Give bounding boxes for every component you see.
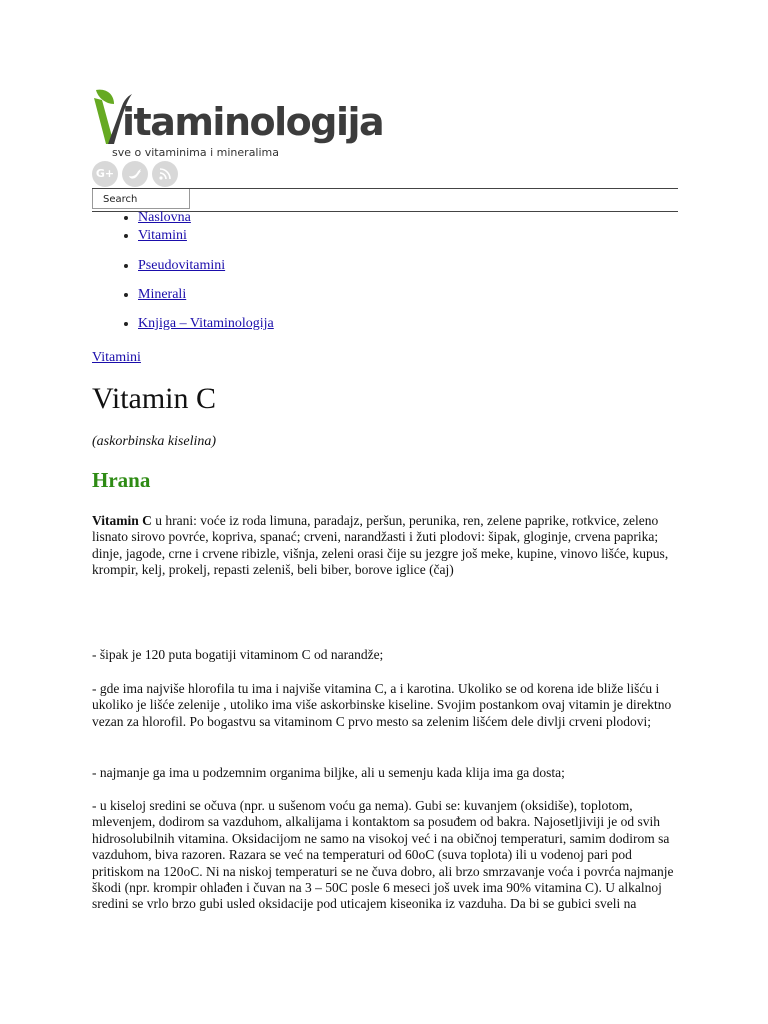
search-input[interactable] [93, 191, 193, 209]
paragraph-sipak: - šipak je 120 puta bogatiji vitaminom C od narandže; [92, 647, 384, 662]
logo-tagline: sve o vitaminima i mineralima [112, 146, 279, 159]
nav-item-minerali [138, 287, 186, 303]
breadcrumb-vitamini[interactable]: Vitamini [92, 350, 141, 365]
nav-link-minerali[interactable]: Minerali [138, 287, 187, 302]
rss-icon[interactable] [152, 161, 178, 187]
nav-item-knjiga [138, 316, 274, 332]
paragraph-food-sources [92, 513, 682, 579]
nav-link-knjiga[interactable]: Knjiga – Vitaminologija [138, 316, 274, 331]
page-subtitle: (askorbinska kiselina) [92, 434, 217, 449]
paragraph-kisela-sredina: - u kiseloj sredini se očuva (npr. u sušenom voću ga nema). Gubi se: kuvanjem (oksidiše), toplotom, mlevenjem, dodirom sa vazduhom, alkalijama i kontaktom sa posuđem od bakra. Najosetljiviji je od svih hidrosolubilnih vitamina. Oksidacijom ne samo na visokoj već i na običnoj temperaturi, samim dodirom sa vazduhom, biva razoren. Razara se već na temperaturi od 60oC (suva toplota) ili u vodenoj pari pod pritiskom na 120oC. Ni na niskoj temperaturi se ne čuva dobro, ali brzo smrzavanje voća i povrća najmanje škodi (npr. krompir ohlađen i čuvan na 3 – 50C posle 6 meseci još uvek ima 90% vitamina C). U alkalnoj sredini se vrlo brzo gubi usled oksidacije pod uticajem kiseonika iz vazduha. Da bi se gubici sveli na [92, 798, 674, 912]
page-title: Vitamin C [92, 382, 217, 415]
nav-item-pseudovitamini [138, 258, 225, 274]
social-links [92, 161, 182, 187]
nav-item-vitamini [138, 228, 187, 244]
nav-link-pseudovitamini[interactable]: Pseudovitamini [138, 258, 226, 273]
search-bar [92, 188, 678, 212]
logo-wordmark: itaminologija [122, 100, 384, 144]
twitter-icon[interactable] [122, 161, 148, 187]
search-box [92, 189, 190, 209]
paragraph-lead-bold: Vitamin C [92, 513, 152, 528]
google-plus-icon[interactable]: G+ [92, 161, 118, 187]
nav-item-naslovna [138, 210, 191, 226]
site-logo[interactable] [92, 88, 392, 158]
nav-link-vitamini[interactable]: Vitamini [138, 228, 187, 243]
paragraph-food-text: u hrani: voće iz roda limuna, paradajz, peršun, perunika, ren, zelene paprike, rotkvice, zeleno lisnato sirovo povrće, kopriva, spanać; crveni, narandžasti i žuti plodovi: šipak, gloginje, crvena paprika; dinje, jagode, crne i crvene ribizle, višnja, zeleni orasi čije su jezgre još meke, kupine, vinovo lišće, kupus, krompir, kelj, prokelj, repasti zeleniš, beli biber, borove iglice (čaj) [92, 513, 669, 578]
section-heading-hrana: Hrana [92, 468, 151, 492]
paragraph-podzemni: - najmanje ga ima u podzemnim organima biljke, ali u semenju kada klija ima ga dosta; [92, 765, 565, 780]
nav-link-naslovna[interactable]: Naslovna [138, 210, 191, 225]
paragraph-hlorofil: - gde ima najviše hlorofila tu ima i najviše vitamina C, a i karotina. Ukoliko se od korena ide bliže lišću i ukoliko je lišće zelenije , utoliko ima više askorbinske kiseline. Svojim postankom ovaj vitamin je direktno vezan za hlorofil. Po bogastvu sa vitaminom C prvo mesto sa zelenim lišćem dele divlji crveni plodovi; [92, 681, 672, 729]
